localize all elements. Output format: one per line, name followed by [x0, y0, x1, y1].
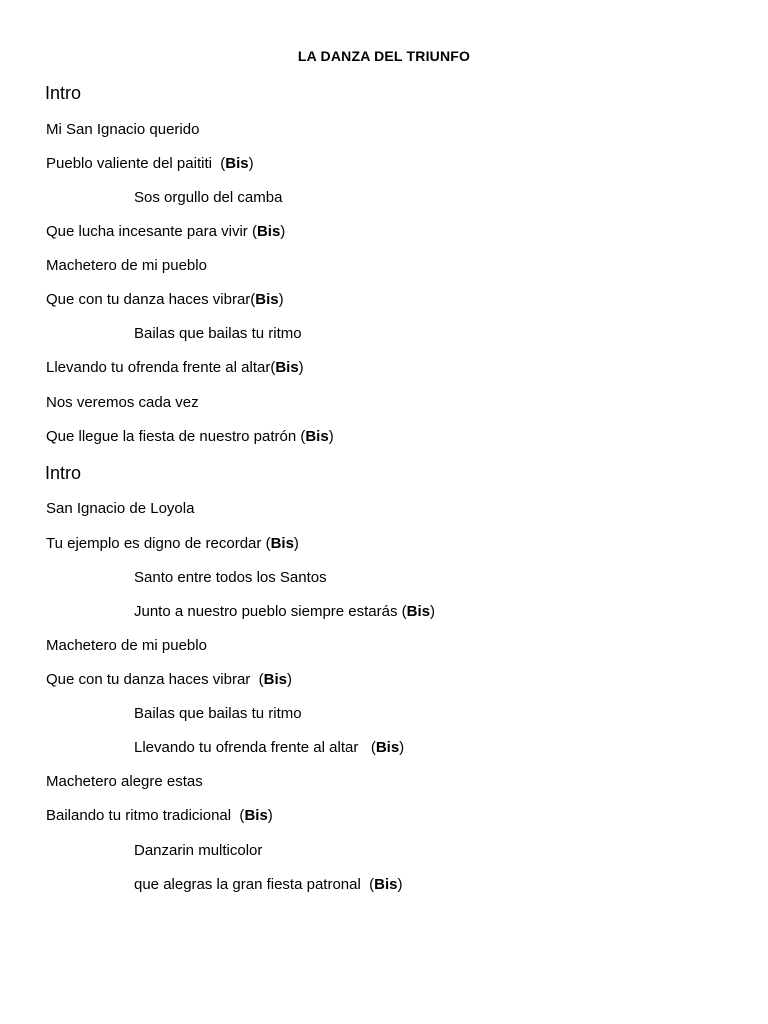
lyric-line: que alegras la gran fiesta patronal (Bis): [134, 876, 403, 893]
lyric-line: Pueblo valiente del paititi (Bis): [46, 155, 254, 172]
bis-marker: Bis: [374, 876, 398, 893]
lyric-line: Danzarin multicolor: [134, 842, 263, 859]
section-heading: Intro: [45, 463, 82, 483]
bis-marker: Bis: [275, 359, 299, 376]
lyric-line: Bailas que bailas tu ritmo: [134, 705, 302, 722]
bis-marker: Bis: [406, 603, 430, 620]
bis-marker: Bis: [305, 428, 329, 445]
lyric-line: Bailando tu ritmo tradicional (Bis): [46, 807, 273, 824]
bis-marker: Bis: [263, 671, 287, 688]
lyric-line: Sos orgullo del camba: [134, 189, 283, 206]
bis-marker: Bis: [225, 155, 249, 172]
section-heading: Intro: [45, 83, 82, 103]
bis-marker: Bis: [244, 807, 268, 824]
lyric-line: Bailas que bailas tu ritmo: [134, 325, 302, 342]
lyric-line: Tu ejemplo es digno de recordar (Bis): [46, 535, 299, 552]
lyric-line: Llevando tu ofrenda frente al altar (Bis): [134, 739, 405, 756]
lyric-line: Machetero de mi pueblo: [46, 257, 207, 274]
lyric-line: Llevando tu ofrenda frente al altar(Bis): [46, 359, 304, 376]
song-title: LA DANZA DEL TRIUNFO: [297, 48, 471, 64]
lyric-line: Mi San Ignacio querido: [46, 121, 200, 138]
bis-marker: Bis: [270, 535, 294, 552]
bis-marker: Bis: [375, 739, 400, 756]
lyric-line: San Ignacio de Loyola: [46, 500, 195, 517]
lyric-line: Que con tu danza haces vibrar (Bis): [46, 671, 292, 688]
bis-marker: Bis: [256, 223, 281, 240]
lyric-line: Que llegue la fiesta de nuestro patrón (Bis): [46, 428, 334, 445]
lyric-line: Santo entre todos los Santos: [134, 569, 327, 586]
lyric-line: Junto a nuestro pueblo siempre estarás (Bis): [134, 603, 435, 620]
lyric-line: Que lucha incesante para vivir (Bis): [46, 223, 286, 240]
lyric-line: Machetero alegre estas: [46, 773, 203, 790]
bis-marker: Bis: [255, 291, 279, 308]
lyric-line: Machetero de mi pueblo: [46, 637, 207, 654]
lyric-line: Nos veremos cada vez: [46, 394, 199, 411]
lyric-line: Que con tu danza haces vibrar(Bis): [46, 291, 284, 308]
